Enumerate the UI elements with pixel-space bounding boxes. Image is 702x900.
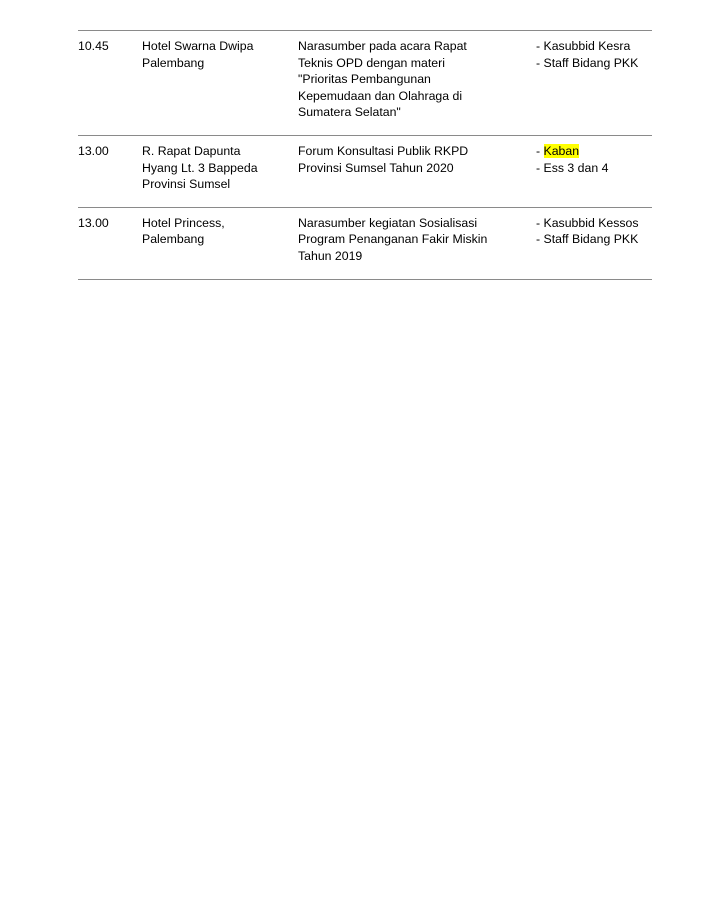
place-line: Palembang xyxy=(142,232,205,247)
cell-activity xyxy=(298,31,536,136)
place-line: Hotel Swarna Dwipa xyxy=(142,39,254,53)
attendee-highlight: Kaban xyxy=(543,143,580,158)
table-row xyxy=(78,207,652,279)
cell-place xyxy=(142,207,298,279)
activity-line: Program Penanganan Fakir Miskin xyxy=(298,232,488,247)
place-line: Hotel Princess, xyxy=(142,215,225,230)
attendee-line: - Kasubbid Kesra xyxy=(536,39,631,53)
cell-place xyxy=(142,31,298,136)
activity-line: Provinsi Sumsel Tahun 2020 xyxy=(298,160,454,175)
time-value: 10.45 xyxy=(78,39,109,53)
table-row xyxy=(78,135,652,207)
cell-place xyxy=(142,135,298,207)
place-line: Hyang Lt. 3 Bappeda xyxy=(142,160,258,175)
time-value: 13.00 xyxy=(78,143,109,158)
place-line: R. Rapat Dapunta xyxy=(142,143,241,158)
table-row xyxy=(78,31,652,136)
activity-line: Narasumber kegiatan Sosialisasi xyxy=(298,215,478,230)
cell-attendees xyxy=(536,207,652,279)
cell-attendees xyxy=(536,135,652,207)
attendee-line: - Staff Bidang PKK xyxy=(536,55,639,70)
activity-line: Narasumber pada acara Rapat xyxy=(298,39,467,53)
cell-activity xyxy=(298,135,536,207)
activity-line: Tahun 2019 xyxy=(298,248,363,263)
attendee-line xyxy=(536,143,652,160)
cell-time xyxy=(78,31,142,136)
activity-line: Forum Konsultasi Publik RKPD xyxy=(298,143,469,158)
attendee-line: - Kasubbid Kessos xyxy=(536,215,639,230)
schedule-table xyxy=(78,30,652,280)
place-line: Provinsi Sumsel xyxy=(142,177,231,192)
cell-attendees xyxy=(536,31,652,136)
cell-time xyxy=(78,207,142,279)
activity-line: Kepemudaan dan Olahraga di xyxy=(298,88,463,103)
activity-line: Teknis OPD dengan materi xyxy=(298,55,445,70)
attendee-line: - Staff Bidang PKK xyxy=(536,232,639,247)
cell-activity xyxy=(298,207,536,279)
attendee-line: - Ess 3 dan 4 xyxy=(536,160,609,175)
activity-line: "Prioritas Pembangunan xyxy=(298,72,431,87)
attendee-bullet: - xyxy=(536,143,544,158)
activity-line: Sumatera Selatan" xyxy=(298,105,401,120)
place-line: Palembang xyxy=(142,55,205,70)
time-value: 13.00 xyxy=(78,215,109,230)
schedule-table-body xyxy=(78,31,652,280)
cell-time xyxy=(78,135,142,207)
